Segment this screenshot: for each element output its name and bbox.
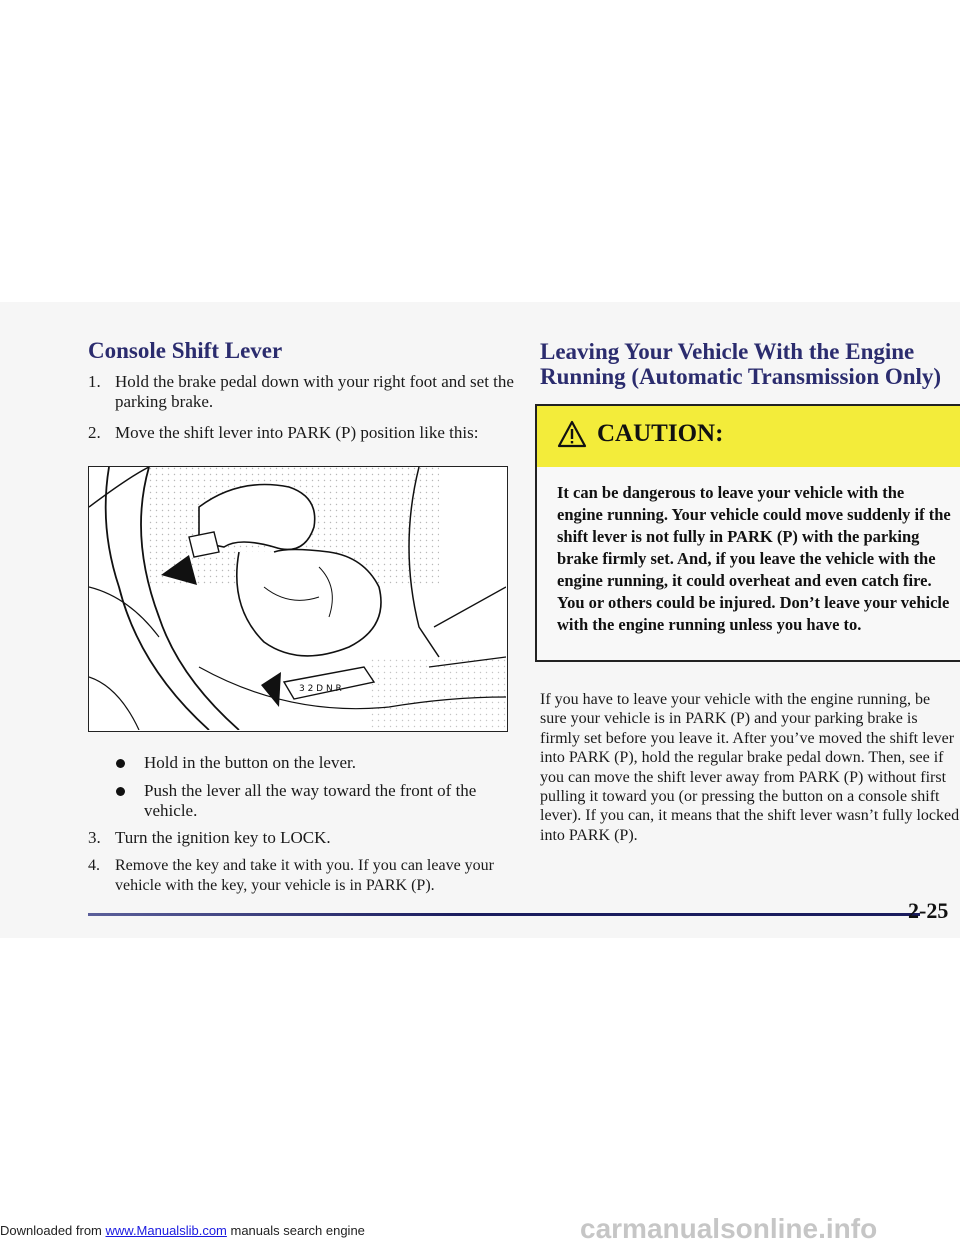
manualslib-link[interactable]: www.Manualslib.com [105,1223,227,1238]
step-number: 1. [88,372,101,391]
shift-lever-drawing [89,467,506,730]
footer-rule [88,913,920,916]
arrow-push-lever [261,672,281,707]
section-title-leaving-vehicle: Leaving Your Vehicle With the Engine Running (Automatic Transmission Only) [540,339,942,389]
step-text: Hold the brake pedal down with your right foot and set the parking brake. [115,372,514,411]
download-footer [0,1223,365,1238]
step-text: Remove the key and take it with you. If you can leave your vehicle with the key, your vehicle is in PARK (P). [115,857,494,894]
step-number: 2. [88,423,101,442]
section-title-console-shift-lever: Console Shift Lever [88,338,283,363]
bullet-dot [116,787,125,796]
caution-header-bar [537,406,960,467]
watermark: carmanualsonline.info [580,1213,878,1244]
bullet-dot [116,759,125,768]
caution-text: It can be dangerous to leave your vehicle with the engine running. Your vehicle could move suddenly if the shift lever is not fully in PARK (P) with the parking brake firmly set. And, if you leave the vehicle with the engine running, it could overheat and even catch fire. You or others could be injured. Don’t leave your vehicle with the engine running unless you have to. [557,483,951,634]
footer-suffix: manuals search engine [226,1223,365,1238]
step-text: Turn the ignition key to LOCK. [115,828,331,847]
step-text: Move the shift lever into PARK (P) position like this: [115,423,479,442]
bullet-text: Push the lever all the way toward the front of the vehicle. [144,781,477,820]
caution-label: CAUTION: [597,420,724,447]
caution-box [535,404,960,662]
step-number: 4. [88,857,100,874]
step-number: 3. [88,828,101,847]
page-number: 2-25 [908,898,949,923]
svg-text:3 2 D N R: 3 2 D N R [299,684,342,694]
warning-triangle-icon [557,420,587,448]
bullet-text: Hold in the button on the lever. [144,753,356,772]
body-paragraph: If you have to leave your vehicle with the engine running, be sure your vehicle is in PARK (P) and your parking brake is firmly set before you leave it. After you’ve moved the shift lever into PARK (P), hold the regular brake pedal down. Then, see if you can move the shift lever away from PARK (P) without first pulling it toward you (or pressing the button on a console shift lever). If you can, it means that the shift lever wasn’t fully locked into PARK (P). [540,691,960,844]
footer-prefix: Downloaded from [0,1223,106,1238]
shift-lever-illustration [88,466,508,732]
